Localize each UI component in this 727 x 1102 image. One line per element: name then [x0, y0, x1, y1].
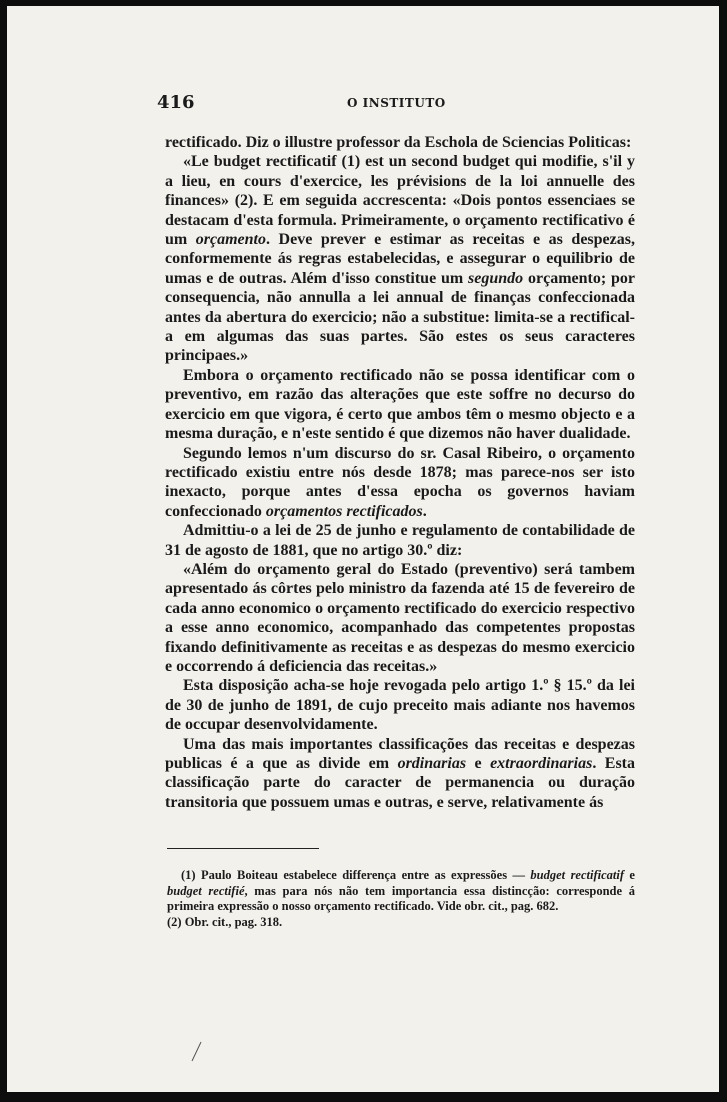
text-run: Segundo lemos n'um discurso do sr. Casal Ribeiro, o orçamento rectificado existiu entre nós desde 1878; mas parece-nos ser isto inexacto, porque antes d'essa epocha os governos haviam confeccionado — [165, 444, 635, 520]
footnote-separator — [167, 848, 319, 849]
text-run: rectificado. Diz o illustre professor da Eschola de Sciencias Politicas: — [165, 134, 632, 151]
paragraph — [165, 521, 635, 560]
body-text — [165, 133, 635, 812]
italic-text: segundo — [468, 269, 524, 287]
running-title: O INSTITUTO — [347, 96, 446, 110]
text-run: orçamento; por consequencia, não annulla a lei annual de finanças confeccionada antes da abertura do exercicio; não a substitue: limita-se a rectifical-a em algumas das suas partes. São estes os seus caracteres principaes.» — [165, 269, 636, 365]
text-run: . Deve prever e estimar as receitas e as despezas, conformemente ás regras estabelecidas, e assegurar o equilibrio de umas e de outras. Além d'isso constitue um — [165, 231, 635, 287]
italic-text: extraordinarias — [490, 755, 593, 772]
paragraph — [165, 676, 635, 734]
paragraph — [165, 366, 635, 444]
page-header — [157, 92, 637, 116]
footnote — [167, 868, 635, 915]
footnotes — [167, 868, 635, 930]
text-run: Admittiu-o a lei de 25 de junho e regulamento de contabilidade de 31 de agosto de 1881, que no artigo 30.º diz: — [165, 522, 635, 559]
text-run: . Esta classificação parte do caracter de permanencia ou duração transitoria que possuem umas e outras, e serve, relativamente ás — [165, 755, 636, 811]
italic-text: orçamento — [195, 231, 266, 249]
paragraph — [165, 152, 635, 365]
paragraph — [165, 560, 635, 676]
text-run: e — [624, 868, 635, 882]
paragraph — [165, 444, 635, 522]
pencil-mark-icon — [189, 1041, 203, 1063]
text-run: . — [422, 502, 427, 520]
text-run: «Além do orçamento geral do Estado (preventivo) será tambem apresentado ás côrtes pelo ministro da fazenda até 15 de fevereiro de cada anno economico o orçamento rectificado do exercicio respectivo a esse anno economico, acompanhado das competentes propostas fixando definitivamente as receitas e as despezas do mesmo exercicio e occorrendo á deficiencia das receitas.» — [165, 560, 635, 675]
italic-text: orçamentos rectificados — [265, 502, 423, 520]
paragraph — [165, 735, 635, 813]
book-page — [7, 6, 719, 1092]
page-number: 416 — [157, 92, 195, 113]
italic-text: budget rectificatif — [530, 868, 625, 882]
text-run: (1) Paulo Boiteau estabelece differença entre as expressões — — [181, 868, 531, 882]
text-run: , mas para nós não tem importancia essa distincção: corresponde á primeira expressão o nosso orçamento rectificado. Vide obr. cit., pag. 682. — [167, 883, 635, 914]
footnote — [167, 915, 635, 931]
text-run: Esta disposição acha-se hoje revogada pelo artigo 1.º § 15.º da lei de 30 de junho de 1891, de cujo preceito mais adiante nos havemos de occupar desenvolvidamente. — [165, 677, 635, 734]
text-run: «Le budget rectificatif (1) est un second budget qui modifie, s'il y a lieu, en cours d'exercice, les prévisions de la loi annuelle des finances» (2). E em seguida accrescenta: «Dois pontos essenciaes se destacam d'esta formula. Primeiramente, o orçamento rectificativo é um — [165, 153, 635, 249]
text-run: e — [466, 755, 491, 772]
text-run: Uma das mais importantes classificações das receitas e despezas publicas é a que as divide em — [165, 735, 635, 772]
italic-text: budget rectifié — [167, 883, 245, 898]
paragraph — [165, 133, 635, 152]
text-run: (2) Obr. cit., pag. 318. — [167, 914, 283, 929]
italic-text: ordinarias — [397, 755, 467, 772]
text-run: Embora o orçamento rectificado não se possa identificar com o preventivo, em razão das alterações que este soffre no decurso do exercicio em que vigora, é certo que ambos têm o mesmo objecto e a mesma duração, e n'este sentido é que dizemos não haver dualidade. — [165, 366, 635, 443]
